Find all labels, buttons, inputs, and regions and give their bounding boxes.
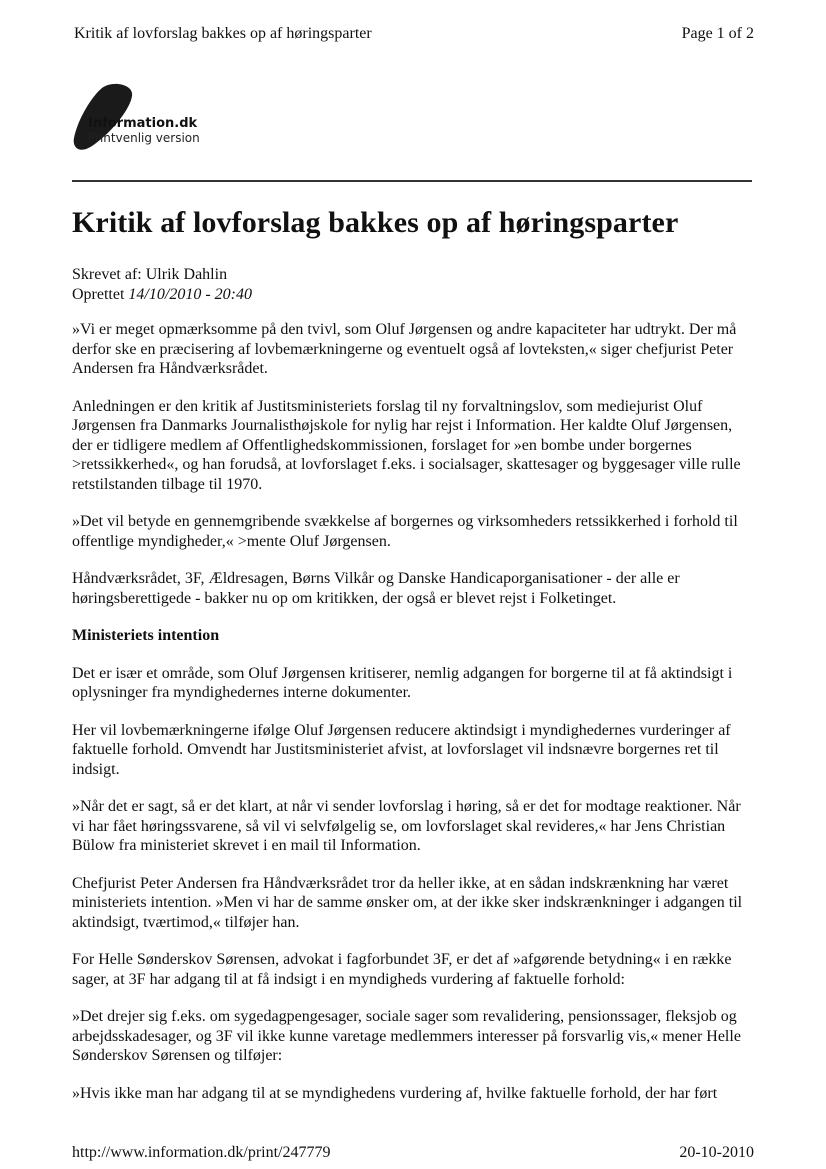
subheading: Ministeriets intention [72,627,220,644]
paragraph: »Hvis ikke man har adgang til at se myndighedens vurdering af, hvilke faktuelle forhold, der har ført [72,1084,718,1102]
article-body [72,320,756,1121]
byline [72,265,252,285]
paragraph: »Det drejer sig f.eks. om sygedagpengesager, sociale sager som revalidering, pensionssager, fleksjob og arbejdsskadesager, og 3F vil ikke kunne varetage medlemmers interesser på forsvarlig vis,« mener Helle Sønderskov Sørensen og tilføjer: [72,1008,741,1064]
paragraph: Anledningen er den kritik af Justitsministeriets forslag til ny forvaltningslov, som mediejurist Oluf Jørgensen fra Danmarks Journalisthøjskole for nylig har rejst i Information. Her kaldte Oluf Jørgensen, der er tidligere medlem af Offentlighedskommissionen, forslaget for »en bombe under borgernes >retssikkerhed«, og han forudså, at lovforslaget f.eks. i socialsager, skattesager og byggesager ville rulle retstilstanden tilbage til 1970. [72,397,741,493]
article-title: Kritik af lovforslag bakkes op af høringsparter [72,206,679,239]
paragraph: Håndværksrådet, 3F, Ældresagen, Børns Vilkår og Danske Handicaporganisationer - der alle er høringsberettigede - bakker nu op om kritikken, der også er blevet rejst i Folketinget. [72,570,680,607]
created-line [72,285,252,305]
print-header-page-number: Page 1 of 2 [681,25,754,42]
paragraph: Det er især et område, som Oluf Jørgensen kritiserer, nemlig adgangen for borgerne til at få aktindsigt i oplysninger fra myndighedernes interne dokumenter. [72,664,733,701]
print-footer-url: http://www.information.dk/print/247779 [72,1144,331,1161]
author-label: Skrevet af: [72,266,142,283]
logo-name: Information.dk [88,116,198,131]
author-name: Ulrik Dahlin [145,266,228,283]
paragraph: Her vil lovbemærkningerne ifølge Oluf Jørgensen reducere aktindsigt i myndighedernes vurderinger af faktuelle forhold. Omvendt har Justitsministeriet afvist, at lovforslaget vil indsnævre borgernes ret til indsigt. [72,721,731,778]
created-date: 14/10/2010 - 20:40 [128,286,252,303]
print-footer-date: 20-10-2010 [679,1144,754,1161]
paragraph: Chefjurist Peter Andersen fra Håndværksrådet tror da heller ikke, at en sådan indskrænkning har været ministeriets intention. »Men vi har de samme ønsker om, at der ikke sker indskrænkninger i adgangen til aktindsigt, tværtimod,« tilføjer han. [72,874,743,931]
print-header-title: Kritik af lovforslag bakkes op af høringsparter [74,25,372,42]
created-label: Oprettet [72,286,125,303]
paragraph: »Det vil betyde en gennemgribende svækkelse af borgernes og virksomheders retssikkerhed i forhold til offentlige myndigheder,« >mente Oluf Jørgensen. [72,513,738,550]
paragraph: For Helle Sønderskov Sørensen, advokat i fagforbundet 3F, er det af »afgørende betydning« i en række sager, at 3F har adgang til at få indsigt i en myndigheds vurdering af faktuelle forhold: [72,951,732,988]
header-divider [72,180,752,182]
article-meta [72,265,252,305]
paragraph: »Vi er meget opmærksomme på den tvivl, som Oluf Jørgensen og andre kapaciteter har udtrykt. Der må derfor ske en præcisering af lovbemærkningerne og eventuelt også af lovteksten,« siger chefjurist Peter Andersen fra Håndværksrådet. [72,321,737,377]
logo-text [88,116,200,146]
logo-subtitle: Printvenlig version [88,131,200,145]
paragraph: »Når det er sagt, så er det klart, at når vi sender lovforslag i høring, så er det for modtage reaktioner. Når vi har fået høringssvarene, så vil vi selvfølgelig se, om lovforslaget skal revideres,« har Jens Christian Bülow fra ministeriet skrevet i en mail til Information. [72,798,741,854]
